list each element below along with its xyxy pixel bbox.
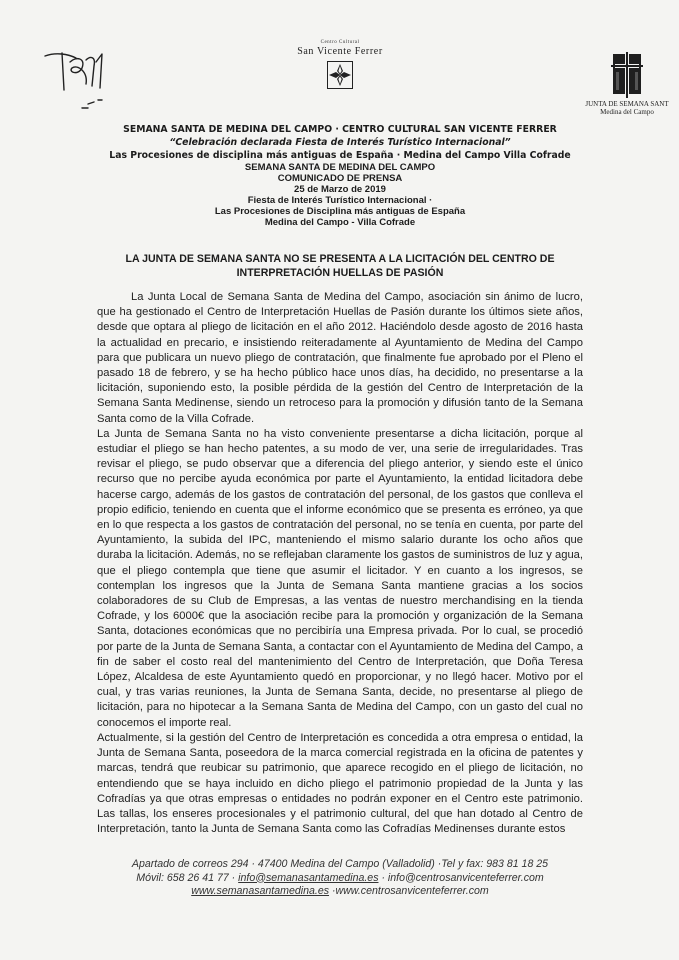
junta-semana-santa-logo — [580, 52, 674, 116]
centro-cultural-logo — [270, 40, 410, 89]
letterhead-line: “Celebración declarada Fiesta de Interés Turístico Internacional” — [169, 137, 511, 148]
headline-line: LA JUNTA DE SEMANA SANTA NO SE PRESENTA A LA LICITACIÓN DEL CENTRO DE — [125, 253, 555, 265]
body-paragraph: La Junta Local de Semana Santa de Medina del Campo, asociación sin ánimo de lucro, que ha gestionado el Centro de Interpretación Huellas de Pasión durante los últimos siete años, desde que optara al pliego de licitación en el año 2012. Haciéndolo desde agosto de 2016 hasta la actualidad en precario, e insistiendo reiteradamente al Ayuntamiento de Medina del Campo para que publicara un nuevo pliego de contratación, que finalmente fue aprobado por el Pleno el pasado 18 de febrero, y se ha hecho público hace unos días, ha decidido, no presentarse a la licitación, suponiendo esto, la posible pérdida de la gestión del Centro de Interpretación de la Semana Santa Medinense, siendo un retroceso para la promoción y difusión tanto de la Semana Santa como de la Villa Cofrade. — [97, 291, 583, 425]
email-secondary: · info@centrosanvicenteferrer.com — [378, 871, 544, 884]
letterhead-line: Medina del Campo - Villa Cofrade — [264, 217, 416, 228]
contact-emails — [100, 872, 580, 886]
logo-subtitle: Centro Cultural — [320, 40, 360, 45]
postal-address: Apartado de correos 294 · 47400 Medina del Campo (Valladolid) ·Tel y fax: 983 81 18 25 — [131, 858, 549, 870]
letterhead-line: SEMANA SANTA DE MEDINA DEL CAMPO — [244, 162, 436, 173]
dominican-cross-icon — [327, 61, 353, 89]
email-link[interactable]: info@semanasantamedina.es — [238, 871, 379, 884]
contact-footer — [100, 858, 580, 899]
cross-emblem-icon — [607, 52, 647, 98]
letterhead — [100, 123, 580, 228]
logo-title: San Vicente Ferrer — [297, 46, 383, 57]
letterhead-line: Las Procesiones de disciplina más antiguas de España · Medina del Campo Villa Cofrade — [109, 150, 571, 161]
handwritten-signature — [42, 42, 106, 116]
mobile-number: Móvil: 658 26 41 77 · — [136, 871, 239, 884]
press-release-headline — [115, 252, 565, 280]
contact-websites — [100, 885, 580, 899]
logo-line-2: Medina del Campo — [600, 108, 654, 116]
press-release-date: 25 de Marzo de 2019 — [294, 184, 386, 195]
body-paragraph: Actualmente, si la gestión del Centro de Interpretación es concedida a otra empresa o entidad, la Junta de Semana Santa, poseedora de la marca comercial registrada en la oficina de patentes y marcas, tendrá que reubicar su patrimonio, que aparece recogido en el pliego de licitación, no entendiendo que se haya incluido en dicho pliego el patrimonio propiedad de la Junta y las Cofradías ya que otras empresas o entidades no podrán exponer en el Centro este patrimonio. Las tallas, los enseres procesionales y el patrimonio cultural, del que han dotado al Centro de Interpretación, tanto la Junta de Semana Santa como las Cofradías Medinenses durante estos — [97, 731, 583, 836]
press-release-body — [97, 290, 583, 837]
body-paragraph: La Junta de Semana Santa no ha visto conveniente presentarse a dicha licitación, porque al estudiar el pliego se han hecho patentes, a su modo de ver, una serie de irregularidades. Tras revisar el pliego, se pudo observar que a diferencia del pliego anterior, y siendo este el único recurso que no percibe ayuda económica por parte el Ayuntamiento, la entidad licitadora debe hacerse cargo, además de los gastos de contratación del personal, de los gastos que conlleva el propio edificio, teniendo en cuenta que el informe económico que se presenta es erróneo, ya que en lo que respecta a los gastos de contratación del personal, no se tenía en cuenta, por parte del Ayuntamiento, la subida del IPC, manteniendo el mismo salario durante los ocho años que duraba la licitación. Además, no se reflejaban claramente los gastos de suministros de luz y agua, que el pliego contempla que tiene que asumir el licitador. Y en cuanto a los ingresos, se contemplan los ingresos que la Junta de Semana Santa mantiene gracias a los socios colaboradores de su Club de Empresas, a las ventas de nuestro merchandising en la tienda Cofrade, y los 6000€ que la asociación recibe para la promoción y organización de la Semana Santa, dotaciones económicas que no percibiría una Empresa privada. Por lo cual, se procedió por parte de la Junta de Semana Santa, a contactar con el Ayuntamiento de Medina del Campo, a fin de saber el costo real del mantenimiento del Centro de Interpretación, que Doña Teresa López, Alcaldesa de este Ayuntamiento quedó en proporcionar, y no llegó hacer. Motivo por el cual, y tras varias reuniones, la Junta de Semana Santa, decide, no presentarse al pliego de licitación, para no hipotecar a la Semana Santa de Medina del Campo, con un gasto del cual no conocemos el importe real. — [97, 427, 583, 729]
website-secondary: ·www.centrosanvicenteferrer.com — [329, 885, 489, 897]
letterhead-line: Fiesta de Interés Turístico Internacional · — [247, 195, 433, 206]
letterhead-line: SEMANA SANTA DE MEDINA DEL CAMPO · CENTRO CULTURAL SAN VICENTE FERRER — [123, 124, 557, 135]
logo-line-1: JUNTA DE SEMANA SANT — [585, 100, 669, 108]
letterhead-line: Las Procesiones de Disciplina más antiguas de España — [214, 206, 466, 217]
letterhead-line: COMUNICADO DE PRENSA — [277, 173, 403, 184]
website-link[interactable]: www.semanasantamedina.es — [191, 885, 330, 897]
headline-line: INTERPRETACIÓN HUELLAS DE PASIÓN — [236, 267, 444, 279]
